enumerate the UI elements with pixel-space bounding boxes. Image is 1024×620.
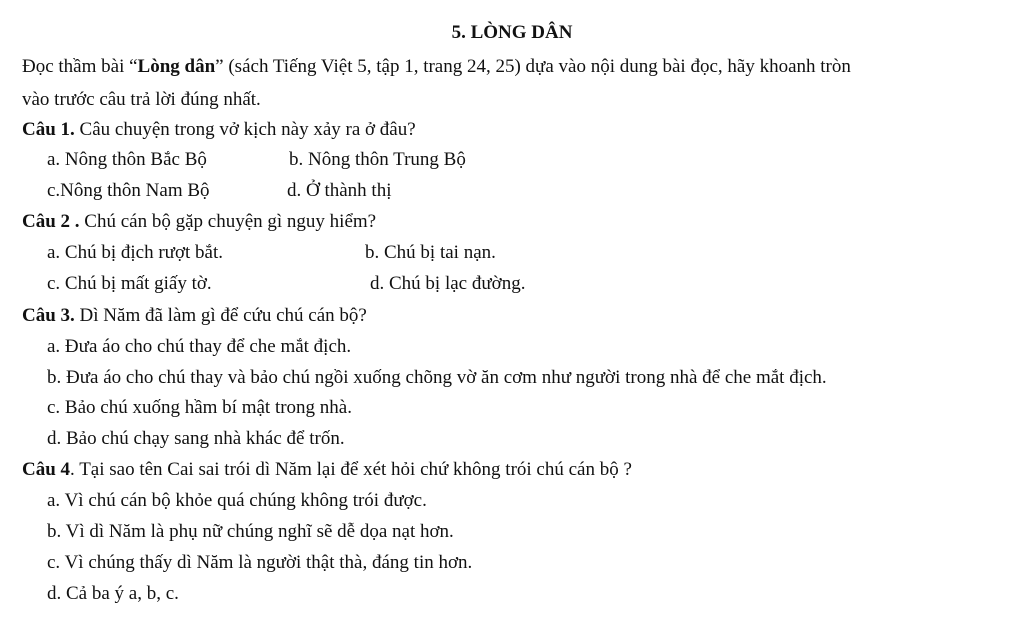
question-2-label: Câu 2 . [22,211,80,232]
intro-prefix: Đọc thầm bài “ [22,56,138,77]
question-2-option-c: c. Chú bị mất giấy tờ. [47,273,212,294]
question-4-label: Câu 4 [22,459,71,480]
question-2 [22,211,376,233]
question-3-label: Câu 3. [22,305,75,326]
intro-line-2: vào trước câu trả lời đúng nhất. [22,89,261,110]
question-1-text: Câu chuyện trong vở kịch này xảy ra ở đâu? [74,119,416,140]
question-4-text: . Tại sao tên Cai sai trói dì Năm lại để xét hỏi chứ không trói chú cán bộ ? [70,459,632,480]
question-4-option-a: a. Vì chú cán bộ khỏe quá chúng không trói được. [47,490,427,511]
question-1-option-d: d. Ở thành thị [287,180,392,201]
question-2-option-b: b. Chú bị tai nạn. [365,242,496,263]
question-3-text: Dì Năm đã làm gì để cứu chú cán bộ? [74,305,367,326]
question-1-option-b: b. Nông thôn Trung Bộ [289,149,466,170]
question-3-option-d: d. Bảo chú chạy sang nhà khác để trốn. [47,428,345,449]
question-3 [22,305,367,327]
question-1-label: Câu 1. [22,119,75,140]
intro-suffix: ” (sách Tiếng Việt 5, tập 1, trang 24, 25) dựa vào nội dung bài đọc, hãy khoanh tròn [215,56,851,77]
question-2-option-a: a. Chú bị địch rượt bắt. [47,242,224,263]
question-3-option-a: a. Đưa áo cho chú thay để che mắt địch. [47,336,352,357]
intro-line-1 [22,56,851,78]
question-2-text: Chú cán bộ gặp chuyện gì nguy hiểm? [79,211,377,232]
question-4-option-d: d. Cả ba ý a, b, c. [47,583,179,604]
question-2-option-d: d. Chú bị lạc đường. [370,273,526,294]
intro-book-title: Lòng dân [137,56,216,77]
document-title: 5. LÒNG DÂN [451,22,573,43]
question-4-option-c: c. Vì chúng thấy dì Năm là người thật thà, đáng tin hơn. [47,552,473,573]
question-1-option-c: c.Nông thôn Nam Bộ [47,180,210,201]
question-1-option-a: a. Nông thôn Bắc Bộ [47,149,207,170]
question-3-option-b: b. Đưa áo cho chú thay và bảo chú ngồi xuống chõng vờ ăn cơm như người trong nhà để che mắt địch. [47,367,827,388]
question-4 [22,459,632,481]
question-1 [22,119,416,141]
question-4-option-b: b. Vì dì Năm là phụ nữ chúng nghĩ sẽ dễ dọa nạt hơn. [47,521,454,542]
question-3-option-c: c. Bảo chú xuống hầm bí mật trong nhà. [47,397,352,418]
